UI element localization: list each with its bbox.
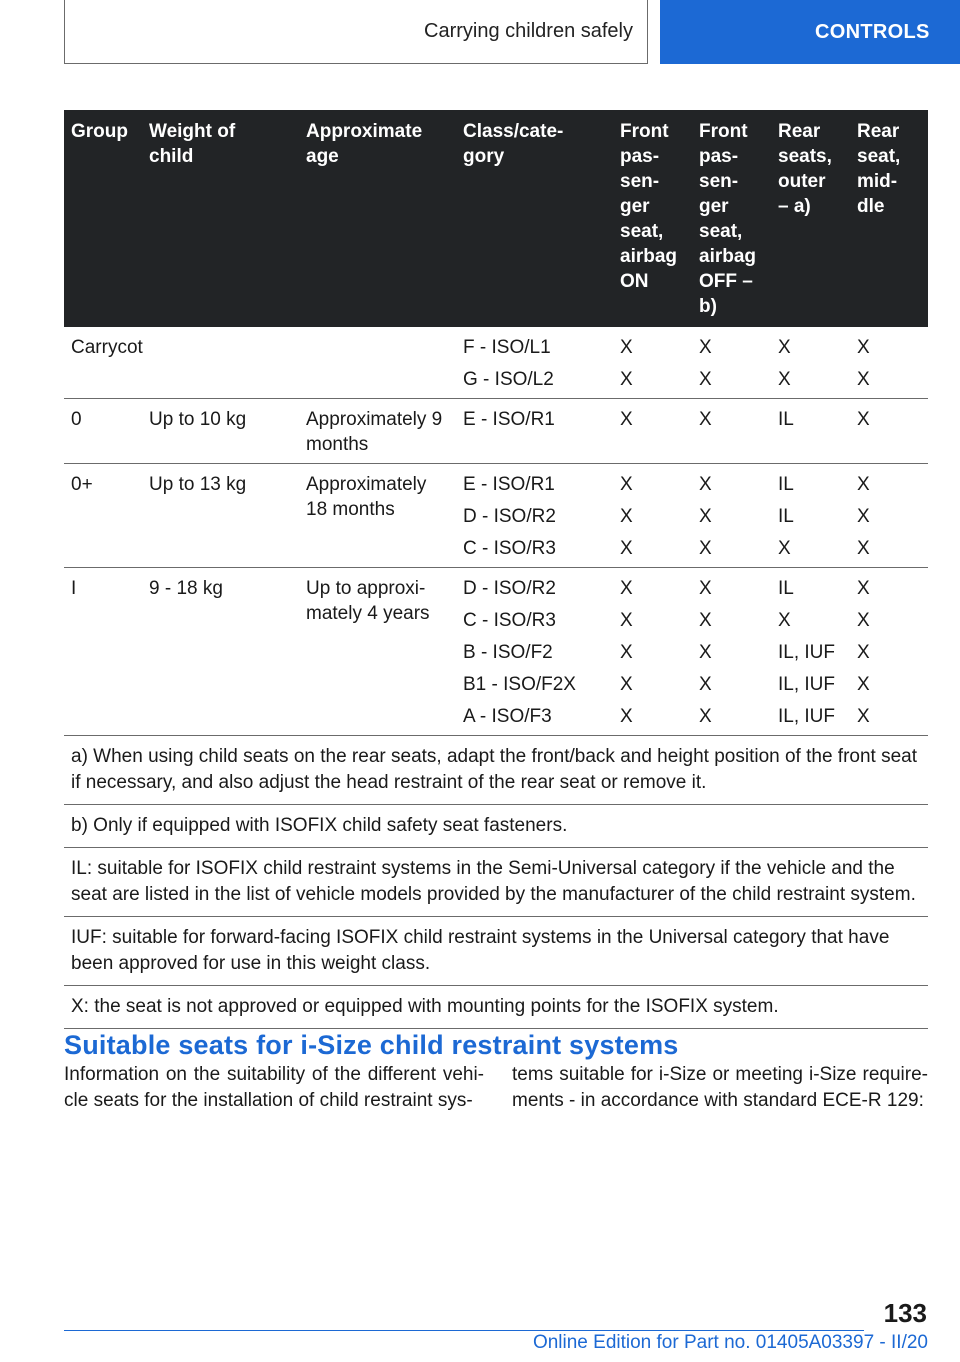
cell-age: Approximately 9 months <box>299 399 456 464</box>
cell-line: X <box>699 578 712 599</box>
cell-rear-outer <box>771 399 850 464</box>
chapter-title: Carrying children safely <box>424 20 633 42</box>
cell-line: X <box>857 538 870 559</box>
cell-group: I <box>64 568 142 736</box>
isofix-suitability-table <box>64 110 928 1029</box>
cell-class <box>456 568 613 736</box>
cell-line: X <box>620 369 633 390</box>
cell-rear-outer <box>771 327 850 399</box>
cell-weight: Up to 10 kg <box>142 399 299 464</box>
cell-line: E - ISO/R1 <box>463 409 555 430</box>
chapter-header <box>64 0 648 64</box>
cell-line: IL <box>778 474 794 495</box>
cell-line: X <box>857 674 870 695</box>
cell-line: X <box>778 610 791 631</box>
cell-weight <box>142 327 299 399</box>
cell-line: X <box>699 506 712 527</box>
cell-front-off <box>692 464 771 568</box>
column-header: Front pas- sen- ger seat, airbag OFF – b) <box>692 110 771 327</box>
cell-front-on <box>613 399 692 464</box>
column-header: Approximate age <box>299 110 456 327</box>
table-row <box>64 464 928 568</box>
table-row <box>64 568 928 736</box>
cell-line: G - ISO/L2 <box>463 369 554 390</box>
cell-line: X <box>620 578 633 599</box>
cell-line: X <box>699 674 712 695</box>
column-header: Group <box>64 110 142 327</box>
cell-line: F - ISO/L1 <box>463 337 551 358</box>
cell-rear-outer <box>771 464 850 568</box>
cell-line: X <box>620 642 633 663</box>
cell-line: X <box>620 506 633 527</box>
footer-divider <box>64 1330 864 1331</box>
cell-line: X <box>620 706 633 727</box>
page-number: 133 <box>883 1298 927 1328</box>
footnote-row <box>64 805 928 848</box>
cell-line: IL, IUF <box>778 674 836 695</box>
cell-weight: Up to 13 kg <box>142 464 299 568</box>
cell-line: X <box>778 337 791 358</box>
cell-line: IL, IUF <box>778 642 836 663</box>
cell-line: IL, IUF <box>778 706 836 727</box>
footnote-text: X: the seat is not approved or equipped with mounting points for the ISOFIX system. <box>64 986 928 1029</box>
cell-age: Approximately 18 months <box>299 464 456 568</box>
cell-front-off <box>692 327 771 399</box>
footnote-text: IL: suitable for ISOFIX child restraint systems in the Semi-Universal category if the vehicle and the seat are listed in the list of vehicle models provided by the manufacturer of the child restraint system. <box>64 848 928 917</box>
column-header: Rear seat, mid- dle <box>850 110 928 327</box>
cell-line: X <box>857 474 870 495</box>
cell-line: X <box>620 409 633 430</box>
cell-line: X <box>857 706 870 727</box>
column-header: Front pas- sen- ger seat, airbag ON <box>613 110 692 327</box>
cell-front-off <box>692 568 771 736</box>
table-header-row <box>64 110 928 327</box>
footnote-text: IUF: suitable for forward-facing ISOFIX child restraint systems in the Universal category that have been approved for use in this weight class. <box>64 917 928 986</box>
cell-line: X <box>699 610 712 631</box>
cell-group: 0 <box>64 399 142 464</box>
column-header: Class/cate- gory <box>456 110 613 327</box>
cell-line: IL <box>778 578 794 599</box>
cell-line: A - ISO/F3 <box>463 706 552 727</box>
section-heading: Suitable seats for i-Size child restraint systems <box>64 1030 679 1060</box>
cell-line: X <box>620 337 633 358</box>
cell-line: X <box>857 369 870 390</box>
body-text-column-1: Information on the suitability of the different vehi-cle seats for the installation of child restraint sys- <box>64 1064 484 1111</box>
body-text-column-2: tems suitable for i-Size or meeting i-Size require-ments - in accordance with standard ECE-R 129: <box>512 1064 928 1111</box>
table-row <box>64 399 928 464</box>
column-header: Rear seats, outer – a) <box>771 110 850 327</box>
cell-line: IL <box>778 506 794 527</box>
table-row <box>64 327 928 399</box>
cell-front-on <box>613 327 692 399</box>
cell-line: E - ISO/R1 <box>463 474 555 495</box>
footnote-text: a) When using child seats on the rear seats, adapt the front/back and height position of the front seat if necessary, and also adjust the head restraint of the rear seat or remove it. <box>64 736 928 805</box>
cell-weight: 9 - 18 kg <box>142 568 299 736</box>
cell-age <box>299 327 456 399</box>
cell-line: X <box>699 706 712 727</box>
edition-info: Online Edition for Part no. 01405A03397 - II/20 <box>532 1332 928 1353</box>
cell-rear-outer <box>771 568 850 736</box>
cell-line: D - ISO/R2 <box>463 578 556 599</box>
cell-line: X <box>699 409 712 430</box>
footnote-row <box>64 848 928 917</box>
cell-rear-middle <box>850 399 928 464</box>
cell-line: C - ISO/R3 <box>463 538 556 559</box>
footnote-row <box>64 736 928 805</box>
cell-age: Up to approxi-mately 4 years <box>299 568 456 736</box>
cell-line: X <box>620 610 633 631</box>
cell-group: 0+ <box>64 464 142 568</box>
cell-line: D - ISO/R2 <box>463 506 556 527</box>
table-body <box>64 327 928 1029</box>
cell-class <box>456 464 613 568</box>
cell-line: X <box>857 610 870 631</box>
cell-rear-middle <box>850 327 928 399</box>
cell-line: X <box>699 642 712 663</box>
cell-group: Carrycot <box>64 327 142 399</box>
section-tab[interactable] <box>660 0 960 64</box>
cell-class <box>456 399 613 464</box>
cell-front-on <box>613 464 692 568</box>
cell-line: X <box>620 674 633 695</box>
cell-line: X <box>778 538 791 559</box>
cell-line: X <box>620 474 633 495</box>
cell-class <box>456 327 613 399</box>
cell-line: X <box>699 337 712 358</box>
cell-line: X <box>620 538 633 559</box>
cell-line: X <box>778 369 791 390</box>
cell-front-on <box>613 568 692 736</box>
cell-line: C - ISO/R3 <box>463 610 556 631</box>
cell-line: X <box>857 578 870 599</box>
cell-front-off <box>692 399 771 464</box>
cell-line: X <box>699 369 712 390</box>
cell-line: X <box>857 642 870 663</box>
section-label: CONTROLS <box>815 20 930 43</box>
cell-line: X <box>699 474 712 495</box>
cell-line: IL <box>778 409 794 430</box>
cell-line: B1 - ISO/F2X <box>463 674 576 695</box>
cell-line: X <box>857 409 870 430</box>
cell-rear-middle <box>850 568 928 736</box>
cell-line: B - ISO/F2 <box>463 642 553 663</box>
cell-rear-middle <box>850 464 928 568</box>
footnote-row <box>64 986 928 1029</box>
cell-line: X <box>857 337 870 358</box>
footnote-row <box>64 917 928 986</box>
cell-line: X <box>699 538 712 559</box>
column-header: Weight of child <box>142 110 299 327</box>
cell-line: X <box>857 506 870 527</box>
footnote-text: b) Only if equipped with ISOFIX child safety seat fasteners. <box>64 805 928 848</box>
